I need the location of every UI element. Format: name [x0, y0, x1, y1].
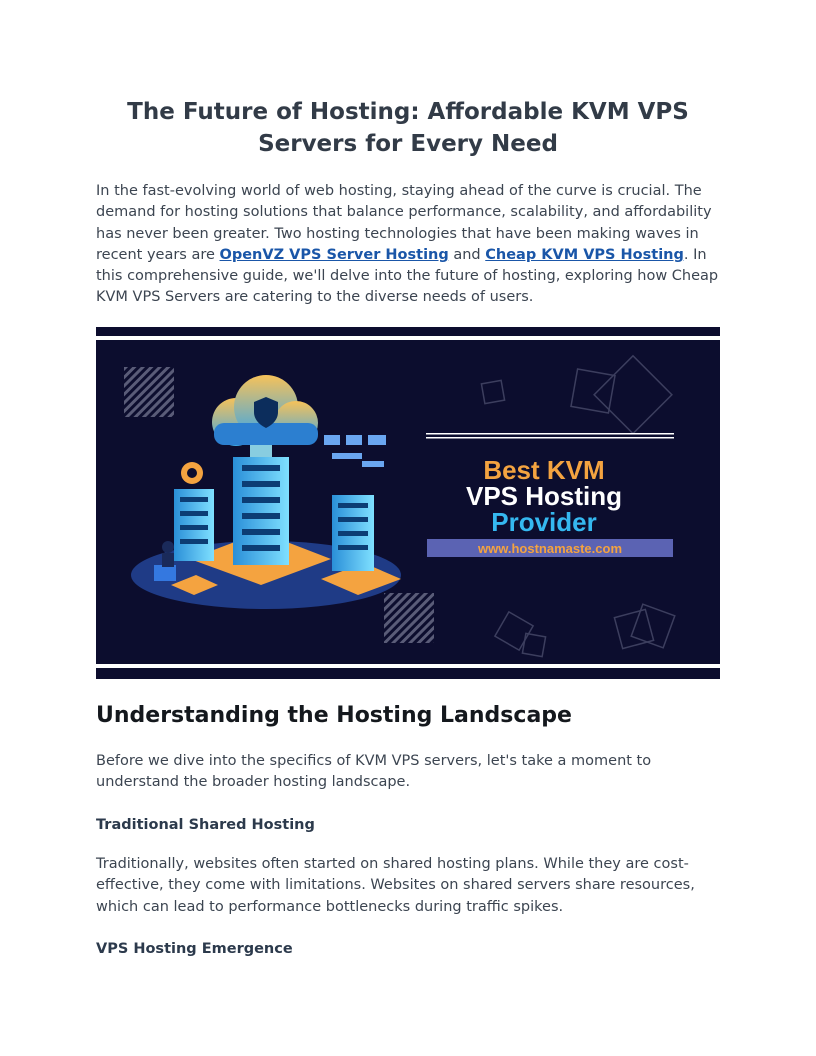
hero-banner-image: [96, 327, 720, 679]
intro-text-1: In the fast-evolving world of web hosting, staying ahead of the curve is crucial. The demand for hosting solutions that balance performance, scalability, and affordability has never been greater. Two hosting technologies that have been making waves in recent years are: [96, 183, 712, 263]
openvz-link[interactable]: OpenVZ VPS Server Hosting: [219, 246, 449, 263]
banner-graphic: [96, 327, 720, 679]
banner-line-3: Provider: [491, 507, 597, 537]
decor-stripes-icon: [384, 593, 434, 643]
shared-hosting-paragraph: Traditionally, websites often started on shared hosting plans. While they are cost-effective, they come with limitations. Websites on shared servers share resources, which can lead to performance bottlenecks during traffic spikes.: [96, 856, 695, 915]
subheading-vps-emergence: VPS Hosting Emergence: [96, 941, 293, 957]
subheading-shared-hosting: Traditional Shared Hosting: [96, 817, 315, 833]
banner-line-2: VPS Hosting: [465, 481, 623, 511]
decor-stripes-icon: [124, 367, 174, 417]
intro-text-2: and: [448, 246, 486, 263]
page-header: [96, 96, 720, 160]
cheap-kvm-link[interactable]: Cheap KVM VPS Hosting: [485, 246, 684, 263]
banner-line-1: Best KVM: [483, 455, 605, 485]
banner-url: www.hostnamaste.com: [478, 541, 622, 556]
page-title: The Future of Hosting: Affordable KVM VPS Servers for Every Need: [127, 99, 689, 157]
section-heading: Understanding the Hosting Landscape: [96, 703, 572, 728]
intro-paragraph: [96, 181, 720, 309]
section-paragraph: Before we dive into the specifics of KVM VPS servers, let's take a moment to understand the broader hosting landscape.: [96, 753, 652, 791]
intro-text-3: . In this comprehensive guide, we'll delve into the future of hosting, exploring how Cheap KVM VPS Servers are catering to the diverse needs of users.: [96, 246, 719, 306]
